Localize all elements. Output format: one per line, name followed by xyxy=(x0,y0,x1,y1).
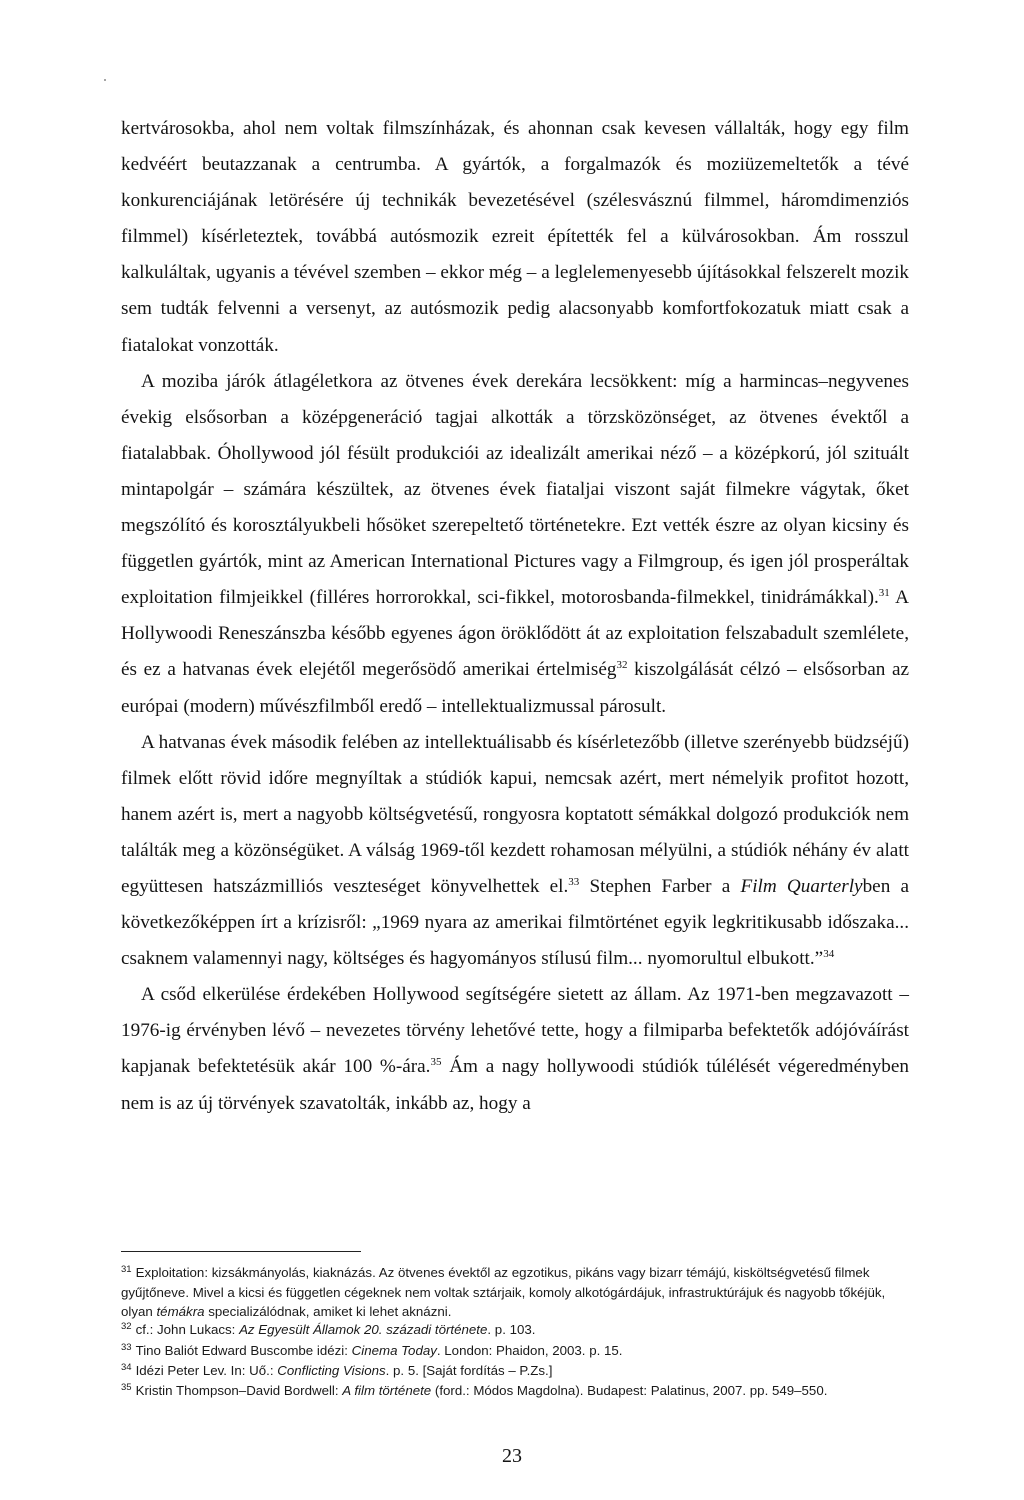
footnote-ref-34: 34 xyxy=(823,948,835,961)
italic-title: A film története xyxy=(342,1383,432,1399)
footnote-number: 32 xyxy=(121,1321,132,1333)
text-run: Ám a nagy hollywoodi stúdiók túlélését végeredményben nem is az új törvények szavatolták, inkább az, hogy a xyxy=(121,1056,910,1114)
footnote-separator xyxy=(121,1251,361,1252)
italic-title: témákra xyxy=(156,1303,205,1319)
paragraph-3 xyxy=(121,725,909,978)
footnote-35 xyxy=(121,1382,911,1402)
text-run: Stephen Farber a xyxy=(579,875,741,897)
italic-title: Cinema Today xyxy=(351,1342,437,1358)
text-run: kertvárosokba, ahol nem voltak filmszínházak, és ahonnan csak kevesen vállalták, hogy egy film kedvéért beutazzanak a centrumba. A gyártók, a forgalmazók és moziüzemeltetők a tévé konkurenciájának letörésére új technikák bevezetésével (szélesvásznú filmmel, háromdimenziós filmmel) kísérleteztek, továbbá autósmozik ezreit építették fel a külvárosokban. Ám rosszul kalkuláltak, ugyanis a tévével szemben – ekkor még – a leglelemenyesebb újításokkal felszerelt mozik sem tudták felvenni a versenyt, az autósmozik pedig alacsonyabb komfortfokozatuk miatt csak a fiatalokat vonzották. xyxy=(121,118,909,356)
page-number: 23 xyxy=(502,1445,522,1467)
footnote-number: 31 xyxy=(121,1264,132,1275)
paragraph-4 xyxy=(121,977,909,1121)
footnotes xyxy=(121,1264,911,1403)
text-run: kiszolgálását célzó – elsősorban az európai (modern) művészfilmből eredő – intellektualizmussal párosult. xyxy=(121,659,909,717)
text-run: . p. 103. xyxy=(487,1322,536,1338)
text-run: A moziba járók átlagéletkora az ötvenes évek derekára lecsökkent: míg a harmincas–negyvenes évekig elsősorban a középgeneráció tagjai alkották a törzsközönséget, az ötvenes évektől a fiatalabbak. Óhollywood jól fésült produkciói az idealizált amerikai néző – a középkorú, jól szituált mintapolgár – számára készültek, az ötvenes évek fiataljai viszont saját filmekre vágytak, őket megszólító és korosztályukbeli hősöket szerepeltető történetekre. Ezt vették észre az olyan kicsiny és független gyártók, mint az American International Pictures vagy a Filmgroup, és igen jól prosperáltak exploitation filmjeikkel (filléres horrorokkal, sci-fikkel, motorosbanda-filmekkel, tinidrámákkal). xyxy=(121,370,909,609)
text-run: specializálódnak, amiket ki lehet aknázni. xyxy=(204,1303,452,1319)
footnote-number: 35 xyxy=(121,1382,132,1394)
text-run: cf.: John Lukacs: xyxy=(135,1322,240,1338)
text-run: A Hollywoodi Reneszánszba később egyenes ágon öröklődött át az exploitation felszabadult szemlélete, és ez a hatvanas évek elejétől megerősödő amerikai értelmiség xyxy=(121,587,909,681)
italic-title: Az Egyesült Államok 20. századi története xyxy=(239,1322,488,1338)
paragraph-1 xyxy=(121,111,909,364)
footnote-number: 34 xyxy=(121,1362,132,1374)
text-run: . London: Phaidon, 2003. p. 15. xyxy=(436,1342,623,1358)
text-run: Kristin Thompson–David Bordwell: xyxy=(135,1383,343,1399)
text-run: Tino Baliót Edward Buscombe idézi: xyxy=(135,1342,352,1358)
text-run: . p. 5. [Saját fordítás – P.Zs.] xyxy=(385,1363,553,1379)
text-run: (ford.: Módos Magdolna). Budapest: Palatinus, 2007. pp. 549–550. xyxy=(431,1383,828,1399)
footnote-ref-35: 35 xyxy=(430,1056,442,1069)
italic-title: Conflicting Visions xyxy=(277,1363,386,1379)
body-text xyxy=(121,111,909,1122)
footnote-33 xyxy=(121,1342,911,1362)
footnote-ref-33: 33 xyxy=(568,875,580,888)
text-run: A csőd elkerülése érdekében Hollywood segítségére sietett az állam. Az 1971-ben megzavazott – 1976-ig érvényben lévő – nevezetes törvény lehetővé tette, hogy a filmiparba befektetők adójóváírást kapjanak befektetésük akár 100 %-ára. xyxy=(121,984,909,1078)
footnote-number: 33 xyxy=(121,1341,132,1353)
text-run: Idézi Peter Lev. In: Uő.: xyxy=(135,1363,278,1379)
footnote-34 xyxy=(121,1362,911,1382)
paragraph-2 xyxy=(121,364,909,725)
footnote-ref-31: 31 xyxy=(878,587,890,600)
text-run: A hatvanas évek második felében az intellektuálisabb és kísérletezőbb (illetve szerényebb büdzséjű) filmek előtt rövid időre megnyíltak a stúdiók kapui, nemcsak azért, mert némelyik profitot hozott, hanem azért is, mert a nagyobb költségvetésű, rongyosra koptatott sémákkal dolgozó produkciók nem találták meg a közönségüket. A válság 1969-től kezdett rohamosan mélyülni, a stúdiók néhány év alatt együttesen hatszázmilliós veszteséget könyvelhettek el. xyxy=(121,731,909,897)
scan-speck xyxy=(104,79,106,81)
text-run: Exploitation: kizsákmányolás, kiaknázás. Az ötvenes évektől az egzotikus, pikáns vagy bizarr témájú, kisköltségvetésű filmek gyűjtőneve. Mivel a kicsi és független cégeknek nem voltak sztárjaik, komoly alkotógárdájuk, infrastruktúrájuk és nagyobb tőkéjük, olyan xyxy=(121,1265,886,1319)
italic-title: Film Quarterly xyxy=(740,875,863,897)
footnote-ref-32: 32 xyxy=(616,659,628,672)
footnote-32 xyxy=(121,1321,911,1341)
footnote-31 xyxy=(121,1264,911,1321)
text-run: ben a következőképpen írt a krízisről: „1969 nyara az amerikai filmtörténet egyik legkritikusabb időszaka... csaknem valamennyi nagy, költséges és hagyományos stílusú film... nyomorultul elbukott.” xyxy=(121,875,909,970)
